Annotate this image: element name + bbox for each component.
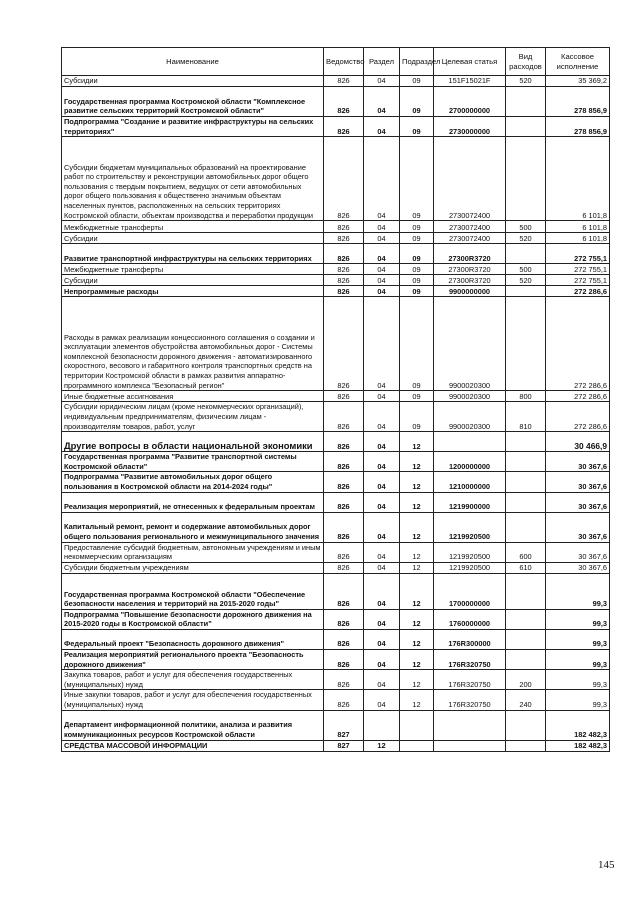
cell-subsection: 09 (400, 402, 434, 432)
table-header-row (62, 48, 610, 76)
cell-name: Государственная программа Костромской области "Комплексное развитие сельских территорий Костромской области" (62, 87, 324, 117)
cell-exp-type (506, 710, 546, 740)
cell-section: 04 (364, 87, 400, 117)
cell-dept: 826 (324, 221, 364, 233)
cell-amount: 6 101,8 (546, 221, 610, 233)
cell-dept: 826 (324, 297, 364, 391)
header-target: Целевая статья (434, 48, 506, 76)
cell-amount: 30 466,9 (546, 432, 610, 452)
cell-exp-type (506, 629, 546, 649)
cell-amount: 272 755,1 (546, 244, 610, 264)
cell-exp-type (506, 492, 546, 512)
cell-subsection (400, 740, 434, 751)
cell-section: 04 (364, 649, 400, 669)
cell-subsection: 12 (400, 512, 434, 542)
cell-section: 04 (364, 670, 400, 690)
cell-dept: 826 (324, 117, 364, 137)
table-row (62, 649, 610, 669)
cell-amount: 272 286,6 (546, 391, 610, 402)
cell-exp-type (506, 432, 546, 452)
cell-target: 9900000000 (434, 286, 506, 297)
cell-name: Реализация мероприятий, не отнесенных к федеральным проектам (62, 492, 324, 512)
table-row (62, 264, 610, 275)
table-row (62, 76, 610, 87)
cell-target: 1219900000 (434, 492, 506, 512)
cell-subsection: 09 (400, 297, 434, 391)
cell-subsection: 12 (400, 492, 434, 512)
cell-exp-type: 800 (506, 391, 546, 402)
cell-exp-type (506, 244, 546, 264)
table-row (62, 244, 610, 264)
cell-target (434, 740, 506, 751)
cell-amount: 6 101,8 (546, 233, 610, 244)
cell-section: 04 (364, 573, 400, 609)
cell-amount: 272 755,1 (546, 275, 610, 286)
cell-section: 04 (364, 244, 400, 264)
budget-table (61, 47, 610, 752)
cell-target: 176R320750 (434, 670, 506, 690)
table-row (62, 629, 610, 649)
table-row (62, 670, 610, 690)
cell-subsection: 12 (400, 649, 434, 669)
cell-subsection (400, 710, 434, 740)
cell-name: Закупка товаров, работ и услуг для обеспечения государственных (муниципальных) нужд (62, 670, 324, 690)
cell-exp-type: 500 (506, 221, 546, 233)
cell-exp-type: 610 (506, 562, 546, 573)
cell-exp-type: 520 (506, 275, 546, 286)
cell-dept: 826 (324, 690, 364, 710)
cell-exp-type (506, 87, 546, 117)
table-row (62, 402, 610, 432)
cell-target (434, 710, 506, 740)
cell-target: 1200000000 (434, 452, 506, 472)
cell-subsection: 09 (400, 117, 434, 137)
cell-amount: 6 101,8 (546, 137, 610, 221)
cell-subsection: 12 (400, 573, 434, 609)
cell-dept: 826 (324, 452, 364, 472)
cell-exp-type: 520 (506, 233, 546, 244)
cell-dept: 826 (324, 573, 364, 609)
cell-exp-type: 600 (506, 542, 546, 562)
cell-name: Непрограммные расходы (62, 286, 324, 297)
cell-subsection: 09 (400, 137, 434, 221)
cell-dept: 826 (324, 286, 364, 297)
header-amount: Кассовое исполнение (546, 48, 610, 76)
cell-amount: 272 286,6 (546, 402, 610, 432)
cell-section: 04 (364, 492, 400, 512)
cell-dept: 826 (324, 402, 364, 432)
cell-name: Субсидии (62, 275, 324, 286)
cell-subsection: 12 (400, 472, 434, 492)
cell-section: 04 (364, 264, 400, 275)
cell-target: 1700000000 (434, 573, 506, 609)
cell-subsection: 09 (400, 76, 434, 87)
table-row (62, 432, 610, 452)
cell-amount: 30 367,6 (546, 472, 610, 492)
cell-exp-type (506, 117, 546, 137)
table-row (62, 609, 610, 629)
cell-exp-type: 500 (506, 264, 546, 275)
cell-name: Государственная программа Костромской области "Обеспечение безопасности населения и территорий на 2015-2020 годы" (62, 573, 324, 609)
cell-target: 1219920500 (434, 542, 506, 562)
cell-target: 1760000000 (434, 609, 506, 629)
cell-section: 04 (364, 609, 400, 629)
table-row (62, 542, 610, 562)
cell-target: 2730072400 (434, 137, 506, 221)
cell-amount: 99,3 (546, 670, 610, 690)
page-number: 145 (598, 859, 615, 871)
cell-name: Предоставление субсидий бюджетным, автономным учреждениям и иным некоммерческим организациям (62, 542, 324, 562)
cell-amount: 278 856,9 (546, 117, 610, 137)
cell-amount: 35 369,2 (546, 76, 610, 87)
cell-dept: 827 (324, 740, 364, 751)
cell-exp-type (506, 512, 546, 542)
cell-section: 04 (364, 221, 400, 233)
cell-target (434, 432, 506, 452)
cell-exp-type (506, 137, 546, 221)
cell-name: Расходы в рамках реализации концессионного соглашения о создании и эксплуатации элементов обустройства автомобильных дорог - Системы комплексной безопасности дорожного движения - автоматизированного скоростного, весового и габаритного контроля транспортных средств на территории Костромской области в рамках развития аппаратно-программного комплекса "Безопасный регион" (62, 297, 324, 391)
table-row (62, 87, 610, 117)
cell-exp-type (506, 286, 546, 297)
cell-amount: 182 482,3 (546, 710, 610, 740)
cell-amount: 30 367,6 (546, 562, 610, 573)
cell-amount: 30 367,6 (546, 492, 610, 512)
header-section: Раздел (364, 48, 400, 76)
table-row (62, 562, 610, 573)
cell-dept: 826 (324, 233, 364, 244)
cell-dept: 826 (324, 542, 364, 562)
cell-amount: 272 286,6 (546, 286, 610, 297)
cell-target: 2730000000 (434, 117, 506, 137)
cell-target: 27300R3720 (434, 264, 506, 275)
cell-name: Государственная программа "Развитие транспортной системы Костромской области" (62, 452, 324, 472)
cell-name: СРЕДСТВА МАССОВОЙ ИНФОРМАЦИИ (62, 740, 324, 751)
cell-exp-type (506, 297, 546, 391)
cell-dept: 826 (324, 391, 364, 402)
cell-dept: 826 (324, 649, 364, 669)
cell-section: 12 (364, 740, 400, 751)
cell-section: 04 (364, 690, 400, 710)
table-row (62, 233, 610, 244)
cell-target: 151F15021F (434, 76, 506, 87)
cell-subsection: 09 (400, 87, 434, 117)
table-row (62, 512, 610, 542)
cell-amount: 30 367,6 (546, 512, 610, 542)
cell-exp-type (506, 472, 546, 492)
cell-dept: 826 (324, 512, 364, 542)
table-row (62, 221, 610, 233)
cell-exp-type: 520 (506, 76, 546, 87)
cell-target: 176R320750 (434, 690, 506, 710)
table-row (62, 117, 610, 137)
cell-name: Другие вопросы в области национальной экономики (62, 432, 324, 452)
cell-dept: 826 (324, 76, 364, 87)
cell-amount: 182 482,3 (546, 740, 610, 751)
cell-section: 04 (364, 472, 400, 492)
cell-target: 9900020300 (434, 402, 506, 432)
cell-dept: 826 (324, 609, 364, 629)
cell-amount: 99,3 (546, 649, 610, 669)
cell-amount: 99,3 (546, 690, 610, 710)
cell-name: Реализация мероприятий регионального проекта "Безопасность дорожного движения" (62, 649, 324, 669)
cell-subsection: 12 (400, 452, 434, 472)
cell-target: 176R320750 (434, 649, 506, 669)
cell-dept: 826 (324, 472, 364, 492)
cell-dept: 826 (324, 275, 364, 286)
cell-amount: 99,3 (546, 609, 610, 629)
cell-name: Межбюджетные трансферты (62, 264, 324, 275)
header-name: Наименование (62, 48, 324, 76)
cell-exp-type (506, 740, 546, 751)
cell-section: 04 (364, 137, 400, 221)
cell-section: 04 (364, 117, 400, 137)
cell-section: 04 (364, 452, 400, 472)
cell-exp-type (506, 609, 546, 629)
header-exp-type: Вид расходов (506, 48, 546, 76)
cell-dept: 826 (324, 137, 364, 221)
cell-section (364, 710, 400, 740)
cell-name: Подпрограмма "Создание и развитие инфраструктуры на сельских территориях" (62, 117, 324, 137)
table-row (62, 573, 610, 609)
cell-name: Субсидии (62, 233, 324, 244)
cell-target: 176R300000 (434, 629, 506, 649)
cell-name: Развитие транспортной инфраструктуры на сельских территориях (62, 244, 324, 264)
cell-dept: 826 (324, 87, 364, 117)
cell-subsection: 09 (400, 244, 434, 264)
cell-target: 2700000000 (434, 87, 506, 117)
cell-name: Субсидии (62, 76, 324, 87)
cell-section: 04 (364, 432, 400, 452)
cell-subsection: 12 (400, 609, 434, 629)
cell-subsection: 09 (400, 264, 434, 275)
table-body (62, 76, 610, 752)
header-dept: Ведомство (324, 48, 364, 76)
table-row (62, 452, 610, 472)
cell-subsection: 12 (400, 432, 434, 452)
table-row (62, 275, 610, 286)
cell-section: 04 (364, 402, 400, 432)
cell-name: Субсидии бюджетным учреждениям (62, 562, 324, 573)
cell-section: 04 (364, 562, 400, 573)
cell-amount: 30 367,6 (546, 542, 610, 562)
cell-dept: 826 (324, 244, 364, 264)
cell-name: Иные бюджетные ассигнования (62, 391, 324, 402)
cell-exp-type (506, 452, 546, 472)
cell-target: 2730072400 (434, 221, 506, 233)
cell-exp-type (506, 649, 546, 669)
cell-name: Субсидии юридическим лицам (кроме некоммерческих организаций), индивидуальным предпринимателям, физическим лицам - производителям товаров, работ, услуг (62, 402, 324, 432)
table-row (62, 286, 610, 297)
cell-amount: 272 286,6 (546, 297, 610, 391)
cell-amount: 99,3 (546, 629, 610, 649)
cell-subsection: 09 (400, 391, 434, 402)
cell-target: 1219920500 (434, 562, 506, 573)
cell-subsection: 12 (400, 629, 434, 649)
cell-dept: 826 (324, 264, 364, 275)
cell-dept: 826 (324, 629, 364, 649)
cell-section: 04 (364, 233, 400, 244)
cell-name: Департамент информационной политики, анализа и развития коммуникационных ресурсов Костромской области (62, 710, 324, 740)
cell-section: 04 (364, 76, 400, 87)
cell-amount: 272 755,1 (546, 264, 610, 275)
cell-amount: 278 856,9 (546, 87, 610, 117)
cell-amount: 30 367,6 (546, 452, 610, 472)
cell-section: 04 (364, 542, 400, 562)
table-row (62, 472, 610, 492)
cell-subsection: 12 (400, 670, 434, 690)
cell-name: Подпрограмма "Развитие автомобильных дорог общего пользования в Костромской области на 2014-2024 годы" (62, 472, 324, 492)
cell-name: Подпрограмма "Повышение безопасности дорожного движения на 2015-2020 годы в Костромской области" (62, 609, 324, 629)
cell-dept: 827 (324, 710, 364, 740)
cell-target: 9900020300 (434, 297, 506, 391)
cell-exp-type: 810 (506, 402, 546, 432)
cell-target: 9900020300 (434, 391, 506, 402)
cell-subsection: 09 (400, 233, 434, 244)
table-row (62, 710, 610, 740)
header-subsection: Подраздел (400, 48, 434, 76)
cell-target: 1219920500 (434, 512, 506, 542)
cell-name: Межбюджетные трансферты (62, 221, 324, 233)
cell-exp-type (506, 573, 546, 609)
table-row (62, 137, 610, 221)
cell-exp-type: 200 (506, 670, 546, 690)
cell-amount: 99,3 (546, 573, 610, 609)
cell-name: Субсидии бюджетам муниципальных образований на проектирование работ по строительству и реконструкции автомобильных дорог общего пользования с твердым покрытием, ведущих от сети автомобильных дорог общего пользования к общественно значимым объектам населенных пунктов, расположенных на сельских территориях Костромской области, объектам производства и переработки продукции (62, 137, 324, 221)
cell-section: 04 (364, 286, 400, 297)
cell-name: Иные закупки товаров, работ и услуг для обеспечения государственных (муниципальных) нужд (62, 690, 324, 710)
cell-target: 27300R3720 (434, 275, 506, 286)
cell-subsection: 12 (400, 690, 434, 710)
table-row (62, 690, 610, 710)
cell-dept: 826 (324, 492, 364, 512)
cell-subsection: 09 (400, 221, 434, 233)
cell-dept: 826 (324, 670, 364, 690)
cell-target: 2730072400 (434, 233, 506, 244)
cell-subsection: 09 (400, 275, 434, 286)
cell-section: 04 (364, 629, 400, 649)
table-row (62, 391, 610, 402)
cell-name: Федеральный проект "Безопасность дорожного движения" (62, 629, 324, 649)
cell-subsection: 12 (400, 562, 434, 573)
cell-dept: 826 (324, 432, 364, 452)
cell-section: 04 (364, 391, 400, 402)
cell-target: 27300R3720 (434, 244, 506, 264)
cell-name: Капитальный ремонт, ремонт и содержание автомобильных дорог общего пользования регионального и межмуниципального значения (62, 512, 324, 542)
cell-dept: 826 (324, 562, 364, 573)
cell-section: 04 (364, 297, 400, 391)
cell-subsection: 12 (400, 542, 434, 562)
cell-subsection: 09 (400, 286, 434, 297)
cell-section: 04 (364, 275, 400, 286)
table-row (62, 297, 610, 391)
table-row (62, 492, 610, 512)
cell-exp-type: 240 (506, 690, 546, 710)
cell-section: 04 (364, 512, 400, 542)
cell-target: 1210000000 (434, 472, 506, 492)
table-row (62, 740, 610, 751)
